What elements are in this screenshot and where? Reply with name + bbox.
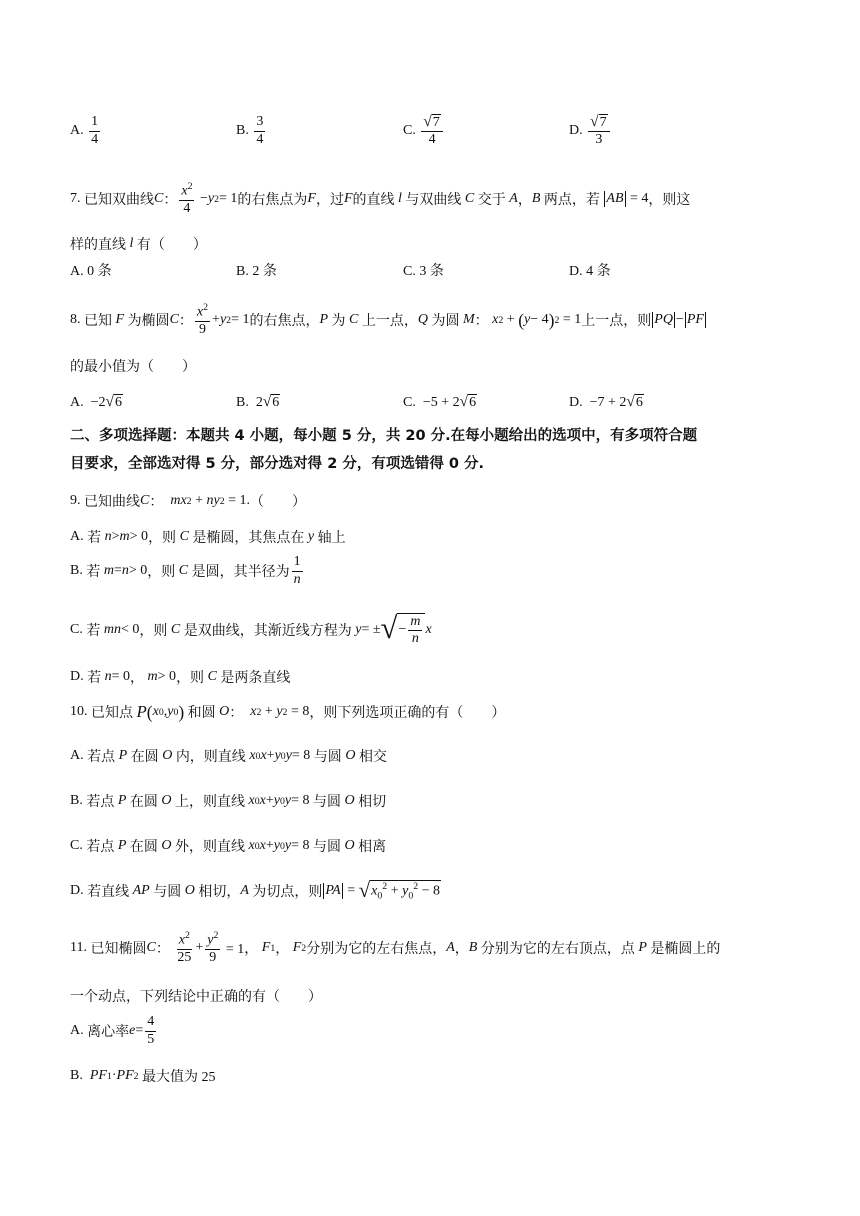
text: 轴上 bbox=[317, 531, 346, 546]
q10-option-b: B. 若点 P 在圆 O 上，则直线 x 0 x + y 0 y = 8 与圆 O 相切 bbox=[70, 793, 387, 810]
denominator: 4 bbox=[256, 131, 264, 147]
option-value: −2 bbox=[90, 395, 106, 410]
q6-option-a bbox=[70, 108, 102, 154]
text: 两点，若 bbox=[543, 193, 600, 208]
option-label: A. bbox=[70, 529, 84, 544]
q9-option-b: B. 若 m = n > 0 ，则 C 是圆，其半径为 $\frac{1}{n}$ bbox=[70, 554, 301, 587]
text: 是双曲线，其渐近线方程为 bbox=[183, 624, 352, 639]
q8-option-c bbox=[403, 390, 477, 416]
text: 样的直线 bbox=[70, 238, 126, 253]
option-label: B. bbox=[70, 1068, 83, 1083]
option-label: B. bbox=[70, 793, 83, 808]
fraction: $\frac{x^2}{4}$ bbox=[181, 181, 193, 216]
sqrt: √ 6 bbox=[262, 393, 280, 411]
q8-option-a bbox=[70, 390, 123, 416]
option-label: D. bbox=[569, 123, 583, 138]
sqrt: √ $x_0^2 + y_0^2 - 8$ bbox=[358, 878, 441, 903]
q7-option-d: D. 4 条 bbox=[569, 264, 611, 279]
text: 分别为它的左右顶点，点 bbox=[480, 942, 635, 957]
text: ，则 bbox=[147, 565, 176, 580]
option-label: A. bbox=[70, 1023, 84, 1038]
text: 为椭圆 bbox=[127, 314, 170, 329]
text: 若 bbox=[86, 624, 101, 639]
text: ，则这 bbox=[648, 193, 691, 208]
question-number: 8. bbox=[70, 312, 81, 327]
denominator: 3 bbox=[595, 132, 603, 147]
option-label: C. bbox=[70, 622, 83, 637]
q7-option-a: A. 0 条 bbox=[70, 264, 112, 279]
q9-option-c: C. 若 mn < 0 ，则 C 是双曲线，其渐近线方程为 y = ± √ − $\frac{m}{n}$ x bbox=[70, 610, 432, 646]
text: 的直线 bbox=[352, 193, 395, 208]
fraction: $\frac{1}{n}$ bbox=[293, 554, 301, 587]
text: 已知 bbox=[84, 314, 112, 329]
text: 最大值为 25 bbox=[142, 1070, 216, 1085]
text: 若 bbox=[87, 671, 102, 686]
text: 已知椭圆 bbox=[90, 942, 147, 957]
text: ，则 bbox=[139, 624, 168, 639]
text: 的右焦点为 bbox=[237, 193, 308, 208]
text: 在圆 bbox=[130, 750, 159, 765]
option-label: D. bbox=[569, 395, 583, 410]
text: 在圆 bbox=[129, 840, 158, 855]
text: 已知曲线 bbox=[84, 495, 140, 510]
q10-stem: 10. 已知点 P ( x 0 , y 0 ) 和圆 O ： x 2 + y 2 = 8 ，则下列选项正确的有（ ） bbox=[70, 701, 506, 722]
option-label: A. bbox=[70, 395, 84, 410]
q9-option-a: A. 若 n > m > 0 ，则 C 是椭圆，其焦点在 y 轴上 bbox=[70, 529, 346, 546]
text: 若 bbox=[87, 531, 102, 546]
fraction: $\frac{4}{5}$ bbox=[147, 1014, 155, 1047]
text: 分别为它的左右焦点， bbox=[306, 942, 447, 957]
text: 与圆 bbox=[313, 750, 342, 765]
numerator: 7 bbox=[432, 114, 440, 130]
option-label: B. bbox=[70, 563, 83, 578]
fraction: $\frac{y^2}{9}$ bbox=[207, 930, 219, 965]
option-value: −5 + 2 bbox=[422, 395, 460, 410]
section-heading-line1: 二、多项选择题：本题共 4 小题，每小题 5 分，共 20 分.在每小题给出的选项中，有多项符合题 bbox=[70, 428, 698, 444]
text: 若 bbox=[86, 565, 101, 580]
text: （ ） bbox=[250, 495, 307, 510]
text: ，则下列选项正确的有（ ） bbox=[309, 706, 506, 721]
text: 交于 bbox=[477, 193, 506, 208]
text: 相交 bbox=[358, 750, 387, 765]
numerator: 3 bbox=[254, 114, 265, 131]
q10-option-d: D. 若直线 AP 与圆 O 相切， A 为切点，则 PA = √ $x_0^2 + y_0^2 - 8$ bbox=[70, 878, 441, 903]
question-number: 11. bbox=[70, 940, 87, 955]
numerator: 7 bbox=[599, 114, 607, 130]
section-heading-line2: 目要求，全部选对得 5 分，部分选对得 2 分，有项选错得 0 分. bbox=[70, 456, 485, 472]
text: 一个动点，下列结论中正确的有（ ） bbox=[70, 990, 322, 1005]
q10-option-a: A. 若点 P 在圆 O 内，则直线 x 0 x + y 0 y = 8 与圆 O 相交 bbox=[70, 748, 387, 765]
question-number: 9. bbox=[70, 493, 81, 508]
sqrt: √ 6 bbox=[459, 393, 477, 411]
q7-options bbox=[70, 260, 790, 280]
text: 为切点，则 bbox=[252, 885, 323, 900]
q8-options bbox=[70, 390, 790, 416]
text: 与圆 bbox=[313, 840, 342, 855]
text: 若点 bbox=[87, 750, 116, 765]
section-heading bbox=[70, 424, 790, 476]
q7-option-b: B. 2 条 bbox=[236, 264, 277, 279]
fraction: $\frac{x^2}{9}$ bbox=[196, 302, 209, 337]
fraction bbox=[588, 114, 609, 148]
q11-option-b: B. PF 1 · PF 2 最大值为 25 bbox=[70, 1068, 216, 1085]
text: 和圆 bbox=[187, 706, 216, 721]
text: 内，则直线 bbox=[175, 750, 246, 765]
text: 在圆 bbox=[129, 795, 158, 810]
text: 相切 bbox=[358, 795, 387, 810]
q7-stem: 7. 已知双曲线 C ： $\frac{x^2}{4}$ − y 2 = 1 的右焦点为 F ，过 F 的直线 l 与双曲线 C 交于 A ， B 两点，若 AB = 4 ，则这 bbox=[70, 181, 691, 216]
question-number: 10. bbox=[70, 704, 88, 719]
text: 已知双曲线 bbox=[84, 193, 154, 208]
q6-option-d bbox=[569, 108, 612, 154]
option-label: C. bbox=[403, 395, 416, 410]
sqrt: √ 6 bbox=[105, 393, 122, 411]
numerator: 1 bbox=[89, 114, 100, 131]
option-label: D. bbox=[70, 669, 84, 684]
text: 外，则直线 bbox=[175, 840, 246, 855]
q9-stem: 9. 已知曲线 C ： mx 2 + ny 2 = 1. （ ） bbox=[70, 493, 307, 510]
text: 若直线 bbox=[87, 885, 130, 900]
text: 上一点， bbox=[361, 314, 418, 329]
q11-stem-line2 bbox=[70, 987, 322, 1005]
text: 已知点 bbox=[91, 706, 133, 721]
q8-stem-line2 bbox=[70, 357, 196, 375]
q9-option-d: D. 若 n = 0 ， m > 0 ，则 C 是两条直线 bbox=[70, 669, 291, 686]
text: ，则 bbox=[176, 671, 205, 686]
q6-option-b bbox=[236, 108, 267, 154]
q8-option-b bbox=[236, 390, 280, 416]
q10-option-c: C. 若点 P 在圆 O 外，则直线 x 0 x + y 0 y = 8 与圆 O 相离 bbox=[70, 838, 387, 855]
option-label: C. bbox=[403, 123, 416, 138]
option-value: −7 + 2 bbox=[589, 395, 627, 410]
sqrt: √ 6 bbox=[626, 393, 643, 411]
question-number: 7. bbox=[70, 191, 81, 206]
text: 若点 bbox=[86, 795, 115, 810]
text: 上，则直线 bbox=[175, 795, 246, 810]
denominator: 4 bbox=[91, 131, 99, 147]
text: 上一点，则 bbox=[581, 314, 652, 329]
q7-stem-line2: 样的直线 l 有（ ） bbox=[70, 236, 207, 253]
q11-stem: 11. 已知椭圆 C ： $\frac{x^2}{25}$ + $\frac{y^2}{9}$ = 1， F 1 ， F 2 分别为它的左右焦点， A ， B 分别为它的左右顶点，点 P 是椭圆上的 bbox=[70, 930, 721, 965]
option-label: D. bbox=[70, 883, 84, 898]
text: 的最小值为（ ） bbox=[70, 360, 196, 375]
text: ，则 bbox=[148, 531, 177, 546]
option-label: B. bbox=[236, 395, 249, 410]
q8-stem: 8. 已知 F 为椭圆 C ： $\frac{x^2}{9}$ + y 2 = 1 的右焦点， P 为 C 上一点， Q 为圆 M ： x 2 + ( y − 4 ) 2 = 1 上一点，则 PQ − PF bbox=[70, 302, 704, 337]
text: 相切， bbox=[198, 885, 241, 900]
option-label: A. bbox=[70, 748, 84, 763]
text: 离心率 bbox=[87, 1025, 130, 1040]
text: 为 bbox=[331, 314, 346, 329]
q7-option-c: C. 3 条 bbox=[403, 264, 444, 279]
text: 与双曲线 bbox=[405, 193, 462, 208]
fraction bbox=[89, 114, 100, 147]
text: 相离 bbox=[358, 840, 387, 855]
text: 与圆 bbox=[313, 795, 342, 810]
text: ， bbox=[130, 671, 145, 686]
fraction bbox=[254, 114, 265, 147]
fraction: $\frac{x^2}{25}$ bbox=[177, 930, 192, 965]
text: 是两条直线 bbox=[220, 671, 291, 686]
text: 是椭圆上的 bbox=[650, 942, 721, 957]
option-label: B. bbox=[236, 123, 249, 138]
text: 有（ ） bbox=[136, 238, 207, 253]
sqrt: √ − $\frac{m}{n}$ bbox=[381, 613, 426, 647]
text: 为圆 bbox=[431, 314, 460, 329]
option-value: 2 bbox=[255, 395, 263, 410]
text: 是圆，其半径为 bbox=[191, 565, 290, 580]
q6-option-c bbox=[403, 108, 445, 154]
text: 与圆 bbox=[153, 885, 182, 900]
text: ，过 bbox=[315, 193, 344, 208]
denominator: 4 bbox=[428, 132, 436, 147]
fraction bbox=[421, 114, 442, 148]
q11-option-a: A. 离心率 e = $\frac{4}{5}$ bbox=[70, 1014, 155, 1047]
option-label: C. bbox=[70, 838, 83, 853]
q8-option-d bbox=[569, 390, 644, 416]
option-label: A. bbox=[70, 123, 84, 138]
sqrt: √ 7 bbox=[423, 112, 440, 130]
q6-options bbox=[70, 108, 790, 154]
text: 若点 bbox=[86, 840, 115, 855]
text: 是椭圆，其焦点在 bbox=[192, 531, 305, 546]
text: 的右焦点， bbox=[249, 314, 320, 329]
sqrt: √ 7 bbox=[590, 112, 607, 130]
